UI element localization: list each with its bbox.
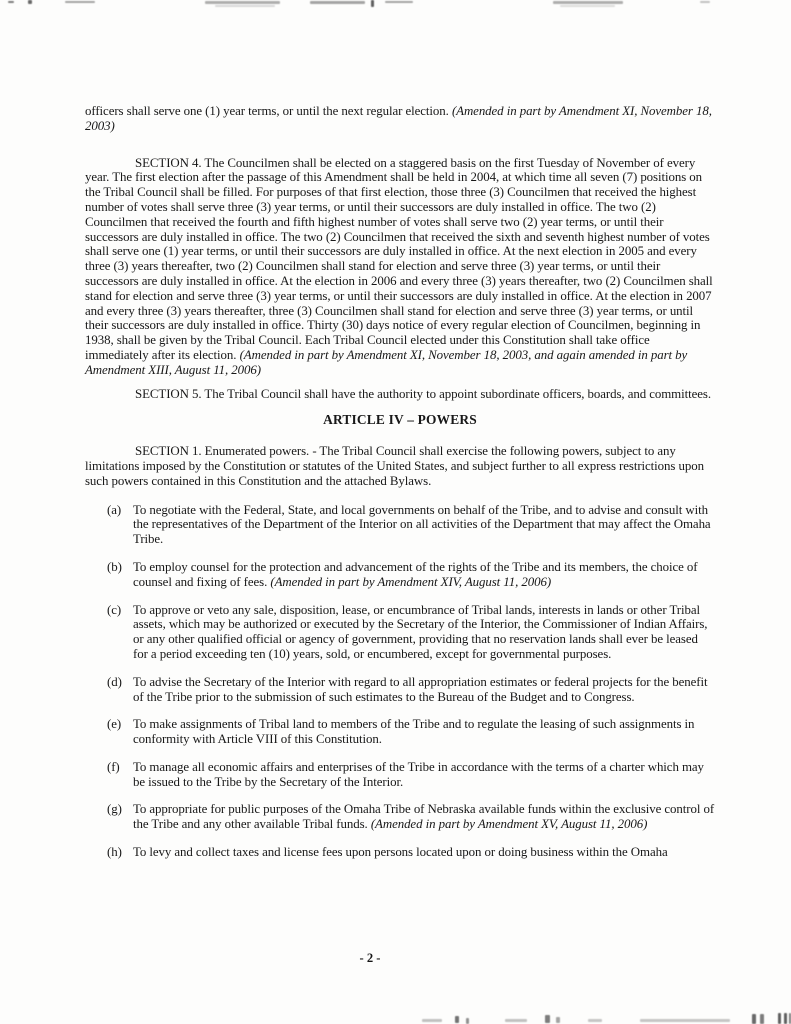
scan-mark <box>310 1 365 4</box>
list-item <box>85 603 715 662</box>
list-marker: (a) <box>107 502 122 517</box>
scan-mark <box>215 5 275 7</box>
scan-mark <box>466 1018 469 1024</box>
list-marker: (d) <box>107 674 122 689</box>
list-marker: (g) <box>107 802 122 817</box>
list-item-text <box>133 675 708 704</box>
scan-mark <box>505 1019 527 1022</box>
amendment-note: (Amended in part by Amendment XI, November 18, 2003) <box>85 104 712 133</box>
amendment-note: (Amended in part by Amendment XIV, August 11, 2006) <box>270 574 552 589</box>
scan-mark <box>455 1016 459 1023</box>
list-item <box>85 503 715 547</box>
text-run: To levy and collect taxes and license fees upon persons located upon or doing business within the Omaha <box>133 845 668 860</box>
scan-mark <box>28 0 32 4</box>
list-item-text <box>133 760 704 789</box>
text-run: To advise the Secretary of the Interior with regard to all appropriation estimates or federal projects for the benefit of the Tribe prior to the submission of such estimates to the Bureau of the Budget and to Congress. <box>133 674 708 704</box>
scan-mark <box>385 1 413 3</box>
list-item <box>85 560 715 590</box>
list-marker: (f) <box>107 759 120 774</box>
scan-mark <box>700 1 710 3</box>
list-item <box>85 675 715 705</box>
scan-mark <box>8 1 14 3</box>
scan-mark <box>422 1019 442 1022</box>
list-marker: (b) <box>107 559 122 574</box>
article-heading: ARTICLE IV – POWERS <box>323 412 477 428</box>
text-run: To make assignments of Tribal land to members of the Tribe and to regulate the leasing of such assignments in conformity with Article VIII of this Constitution. <box>133 717 695 747</box>
list-item <box>85 845 715 860</box>
scan-mark <box>205 1 280 4</box>
scan-mark <box>65 1 95 3</box>
paragraph <box>85 444 715 488</box>
list-marker: (h) <box>107 845 122 860</box>
list-item <box>85 802 715 832</box>
text-run: To negotiate with the Federal, State, and local governments on behalf of the Tribe, and to advise and consult with the representatives of the Department of the Interior on all activities of the Department that may affect the Omaha Tribe. <box>133 502 711 547</box>
text-run: To manage all economic affairs and enterprises of the Tribe in accordance with the terms of a charter which may be issued to the Tribe by the Secretary of the Interior. <box>133 759 704 789</box>
list-item-text <box>133 845 668 859</box>
scan-mark <box>545 1015 550 1023</box>
text-run: SECTION 4. The Councilmen shall be elected on a staggered basis on the first Tuesday of November of every year. The first election after the passage of this Amendment shall be held in 2004, at which time all seven (7) positions on the Tribal Council shall be filled. For purposes of that first election, those three (3) Councilmen that received the highest number of votes shall serve three (3) year terms, or until their successors are duly installed in office. The two (2) Councilmen that received the fourth and fifth highest number of votes shall serve two (2) year terms, or until their successors are duly installed in office. The two (2) Councilmen that received the sixth and seventh highest number of votes shall serve one (1) year terms, or until their successors are duly installed in office. At the next election in 2005 and every three (3) years thereafter, two (2) Councilmen shall stand for election and serve three (3) year terms, or until their successors are duly installed in office. At the election in 2006 and every three (3) years thereafter, two (2) Councilmen shall stand for election and serve three (3) year terms, or until their successors are duly installed in office. At the election in 2007 and every three (3) years thereafter, three (3) Councilmen shall stand for election and serve three (3) year terms, or until their successors are duly installed in office. Thirty (30) days notice of every regular election of Councilmen, beginning in 1938, shall be given by the Tribal Council. Each Tribal Council elected under this Constitution shall take office immediately after its election. <box>85 155 713 362</box>
paragraph <box>85 156 715 378</box>
text-run: To approve or veto any sale, disposition, lease, or encumbrance of Tribal lands, interests in lands or other Tribal assets, which may be authorized or executed by the Secretary of the Interior, the Commissioner of Indian Affairs, or any other qualified official or agency of government, providing that no reservation lands shall ever be leased for a period exceeding ten (10) years, sold, or encumbered, except for governmental purposes. <box>133 602 708 661</box>
scan-mark <box>560 5 615 7</box>
text-run: SECTION 1. Enumerated powers. - The Tribal Council shall exercise the following powers, subject to any limitations imposed by the Constitution or statutes of the United States, and subject further to all express restrictions upon such powers contained in this Constitution and the attached Bylaws. <box>85 444 704 488</box>
list-item-text <box>133 560 698 589</box>
scan-mark <box>760 1014 764 1024</box>
scan-mark <box>556 1017 560 1023</box>
text-run: To employ counsel for the protection and advancement of the rights of the Tribe and its members, the choice of counsel and fixing of fees. <box>133 559 698 589</box>
list-item-text <box>133 802 714 831</box>
list-item <box>85 717 715 747</box>
scan-mark <box>778 1013 781 1024</box>
list-item <box>85 760 715 790</box>
scan-mark <box>752 1014 756 1024</box>
scan-mark <box>640 1019 730 1022</box>
text-run: SECTION 5. The Tribal Council shall have the authority to appoint subordinate officers, boards, and committees. <box>135 386 711 401</box>
paragraph <box>85 104 715 134</box>
paragraph <box>85 387 715 402</box>
list-marker: (e) <box>107 717 122 732</box>
text-run: officers shall serve one (1) year terms, or until the next regular election. <box>85 104 452 118</box>
list-marker: (c) <box>107 602 122 617</box>
scan-mark <box>371 0 374 7</box>
list-item-text <box>133 503 711 547</box>
list-item-text <box>133 603 707 661</box>
text-run: To appropriate for public purposes of the Omaha Tribe of Nebraska available funds within the exclusive control of the Tribe and any other available Tribal funds. <box>133 802 715 832</box>
page-number: - 2 - <box>359 951 381 965</box>
amendment-note: (Amended in part by Amendment XV, August 11, 2006) <box>370 817 648 832</box>
scan-mark <box>784 1013 787 1024</box>
document-body <box>85 104 715 873</box>
amendment-note: (Amended in part by Amendment XI, November 18, 2003, and again amended in part by Amendment XIII, August 11, 2006) <box>85 347 688 377</box>
list-item-text <box>133 717 694 746</box>
scan-mark <box>553 1 623 4</box>
scan-mark <box>588 1019 602 1022</box>
